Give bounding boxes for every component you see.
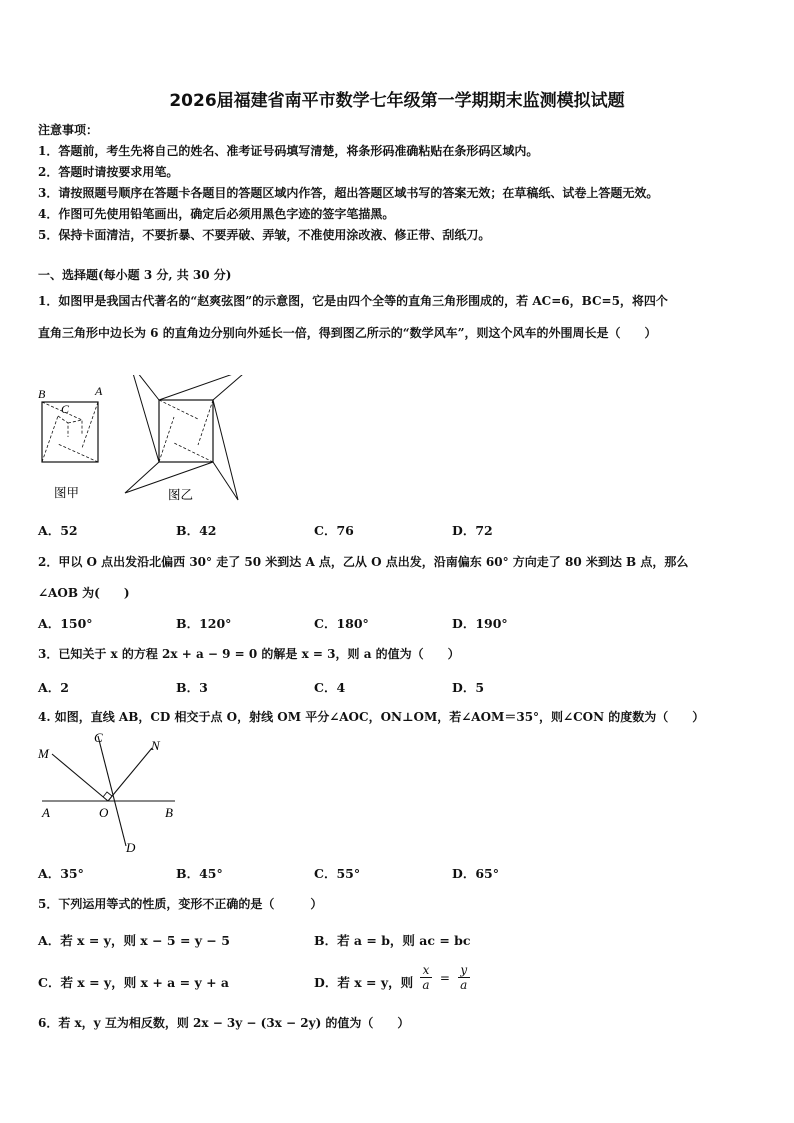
label-b: B [165, 805, 173, 820]
fraction-numerator: y [460, 963, 468, 977]
question-2-text: ∠AOB 为( ) [38, 586, 130, 600]
label-d: D [126, 840, 136, 855]
section-heading: 一、选择题(每小题 3 分, 共 30 分) [38, 268, 232, 282]
q1-figures [30, 375, 270, 510]
question-5-text: 5．下列运用等式的性质，变形不正确的是（ ） [38, 897, 323, 911]
option-a: A．52 [38, 523, 78, 538]
option-c: C．若 x = y，则 x + a = y + a [38, 975, 229, 990]
option-d: D．190° [452, 616, 508, 631]
option-a: A．150° [38, 616, 93, 631]
label-m: M [38, 746, 49, 761]
figure-b-pinwheel-diagram [125, 375, 250, 500]
label-a: A [95, 384, 103, 398]
question-1-text: 直角三角形中边长为 6 的直角边分别向外延长一倍，得到图乙所示的“数学风车”，则这个风车的外围周长是（ ） [38, 326, 657, 340]
option-d: D．65° [452, 866, 499, 881]
option-b: B．42 [176, 523, 217, 538]
option-b: B．45° [176, 866, 223, 881]
fraction-x-over-a-equals-y-over-a [420, 963, 470, 992]
figure-a-zhao-shuang-diagram [38, 384, 103, 462]
option-b: B．3 [176, 680, 208, 695]
page-title: 2026届福建省南平市数学七年级第一学期期末监测模拟试题 [169, 91, 625, 111]
notice-item: 3．请按照题号顺序在答题卡各题目的答题区域内作答，超出答题区域书写的答案无效；在草稿纸、试卷上答题无效。 [38, 186, 659, 200]
option-b: B．120° [176, 616, 232, 631]
option-b: B．若 a = b，则 ac = bc [314, 933, 471, 948]
option-d: D．72 [452, 523, 493, 538]
label-n: N [151, 738, 160, 753]
option-a: A．35° [38, 866, 84, 881]
q4-angle-figure [30, 728, 190, 858]
option-c: C．76 [314, 523, 354, 538]
option-d: D．若 x = y，则 [314, 975, 414, 990]
question-2-text: 2．甲以 O 点出发沿北偏西 30° 走了 50 米到达 A 点，乙从 O 点出发，沿南偏东 60° 方向走了 80 米到达 B 点，那么 [38, 555, 689, 569]
question-3-text: 3．已知关于 x 的方程 2x + a − 9 = 0 的解是 x = 3，则 a 的值为（ ） [38, 647, 460, 661]
fraction-denominator: a [460, 978, 468, 992]
notice-item: 2．答题时请按要求用笔。 [38, 165, 179, 179]
notice-heading: 注意事项： [38, 123, 99, 137]
option-c: C．180° [314, 616, 369, 631]
question-6-text: 6．若 x，y 互为相反数，则 2x − 3y − (3x − 2y) 的值为（ ） [38, 1016, 410, 1030]
option-a: A．若 x = y，则 x − 5 = y − 5 [38, 933, 230, 948]
option-a: A．2 [38, 680, 69, 695]
notice-item: 4．作图可先使用铅笔画出，确定后必须用黑色字迹的签字笔描黑。 [38, 207, 395, 221]
equals-sign: = [439, 970, 450, 985]
option-d: D．5 [452, 680, 485, 695]
label-b: B [38, 387, 46, 401]
fraction-denominator: a [422, 978, 430, 992]
figure-b-caption: 图乙 [168, 488, 194, 502]
notice-item: 5．保持卡面清洁，不要折暴、不要弄破、弄皱，不准使用涂改液、修正带、刮纸刀。 [38, 228, 491, 242]
option-c: C．4 [314, 680, 346, 695]
label-c: C [61, 402, 70, 416]
question-4-text: 4. 如图，直线 AB，CD 相交于点 O，射线 OM 平分∠AOC，ON⊥OM，若∠AOM＝35°，则∠CON 的度数为（ ） [38, 710, 705, 724]
question-1-text: 1．如图甲是我国古代著名的“赵爽弦图”的示意图，它是由四个全等的直角三角形围成的，若 AC=6，BC=5，将四个 [38, 294, 668, 308]
notice-item: 1．答题前，考生先将自己的姓名、准考证号码填写清楚，将条形码准确粘贴在条形码区域内。 [38, 144, 539, 158]
fraction-numerator: x [422, 963, 430, 977]
label-a: A [42, 805, 50, 820]
option-c: C．55° [314, 866, 361, 881]
label-c: C [94, 730, 103, 745]
label-o: O [99, 805, 109, 820]
figure-a-caption: 图甲 [54, 486, 80, 500]
